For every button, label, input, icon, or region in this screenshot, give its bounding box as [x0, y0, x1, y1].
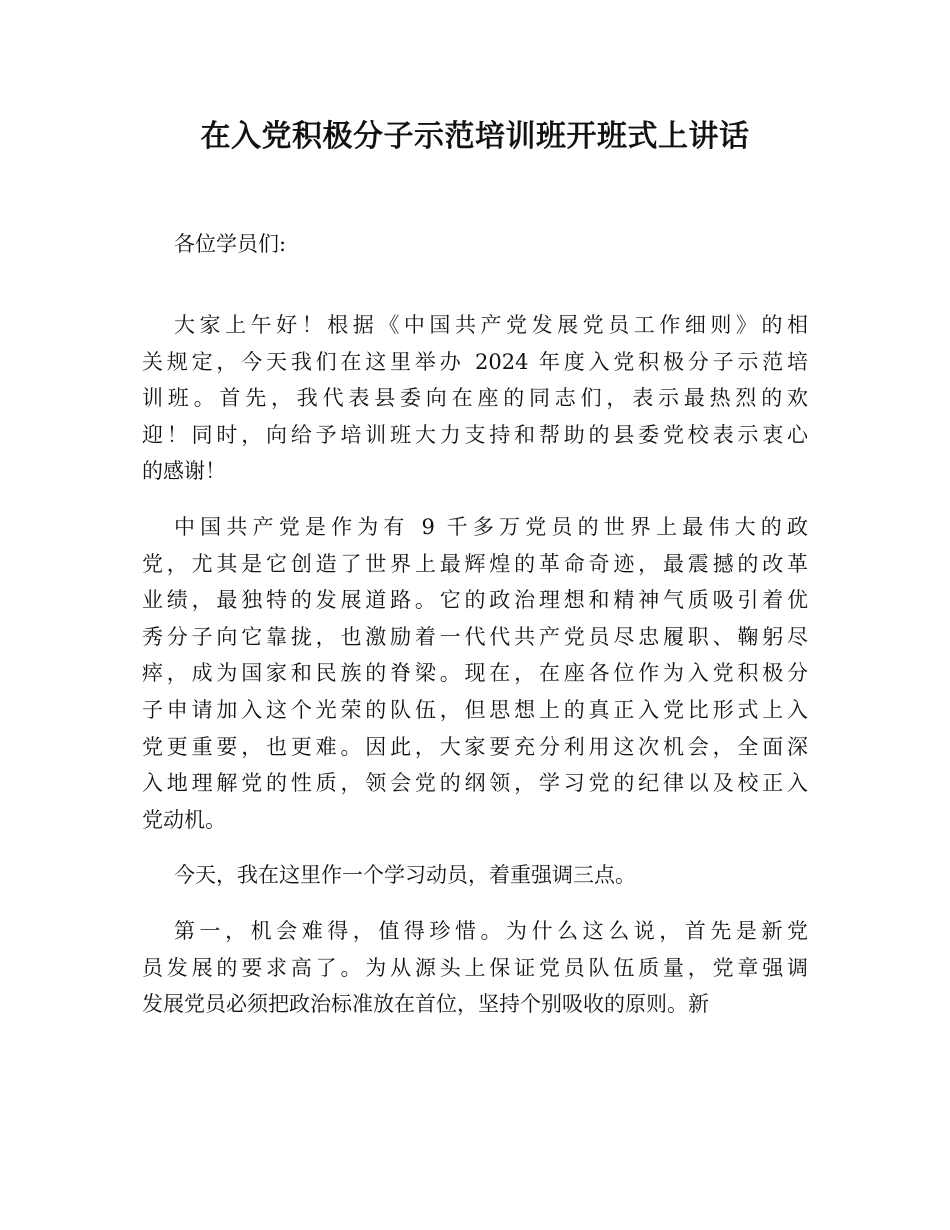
- text-line: 中国共产党是作为有 9 千多万党员的世界上最伟大的政: [174, 514, 808, 539]
- document-body: [142, 226, 808, 1023]
- text-line: 迎！同时，向给予培训班大力支持和帮助的县委党校表示衷心: [142, 422, 808, 447]
- text-line: 员发展的要求高了。为从源头上保证党员队伍质量，党章强调: [142, 955, 808, 980]
- text-line: 的感谢！: [142, 459, 226, 484]
- text-line: 子申请加入这个光荣的队伍，但思想上的真正入党比形式上入: [142, 697, 808, 722]
- paragraph: [142, 913, 808, 1023]
- text-line: 党更重要，也更难。因此，大家要充分利用这次机会，全面深: [142, 734, 808, 759]
- text-line: 秀分子向它靠拢，也激励着一代代共产党员尽忠履职、鞠躬尽: [142, 624, 808, 649]
- text-line: 党动机。: [142, 807, 226, 832]
- text-line: 发展党员必须把政治标准放在首位，坚持个别吸收的原则。新: [142, 992, 709, 1017]
- text-line: 党，尤其是它创造了世界上最辉煌的革命奇迹，最震撼的改革: [142, 551, 808, 576]
- text-line: 第一，机会难得，值得珍惜。为什么这么说，首先是新党: [174, 918, 808, 943]
- text-line: 今天，我在这里作一个学习动员，着重强调三点。: [174, 863, 636, 888]
- text-line: 业绩，最独特的发展道路。它的政治理想和精神气质吸引着优: [142, 588, 808, 613]
- paragraph: [142, 307, 808, 490]
- paragraphs: [142, 307, 808, 1023]
- text-line: 关规定，今天我们在这里举办 2024 年度入党积极分子示范培: [142, 349, 808, 374]
- text-line: 训班。首先，我代表县委向在座的同志们，表示最热烈的欢: [142, 386, 808, 411]
- salutation: 各位学员们:: [174, 232, 287, 256]
- text-line: 入地理解党的性质，领会党的纲领，学习党的纪律以及校正入: [142, 771, 808, 796]
- text-line: 瘁，成为国家和民族的脊梁。现在，在座各位作为入党积极分: [142, 661, 808, 686]
- text-line: 大家上午好！根据《中国共产党发展党员工作细则》的相: [174, 313, 808, 337]
- paragraph: [142, 509, 808, 838]
- paragraph: [142, 857, 808, 894]
- document-title: 在入党积极分子示范培训班开班式上讲话: [200, 119, 750, 154]
